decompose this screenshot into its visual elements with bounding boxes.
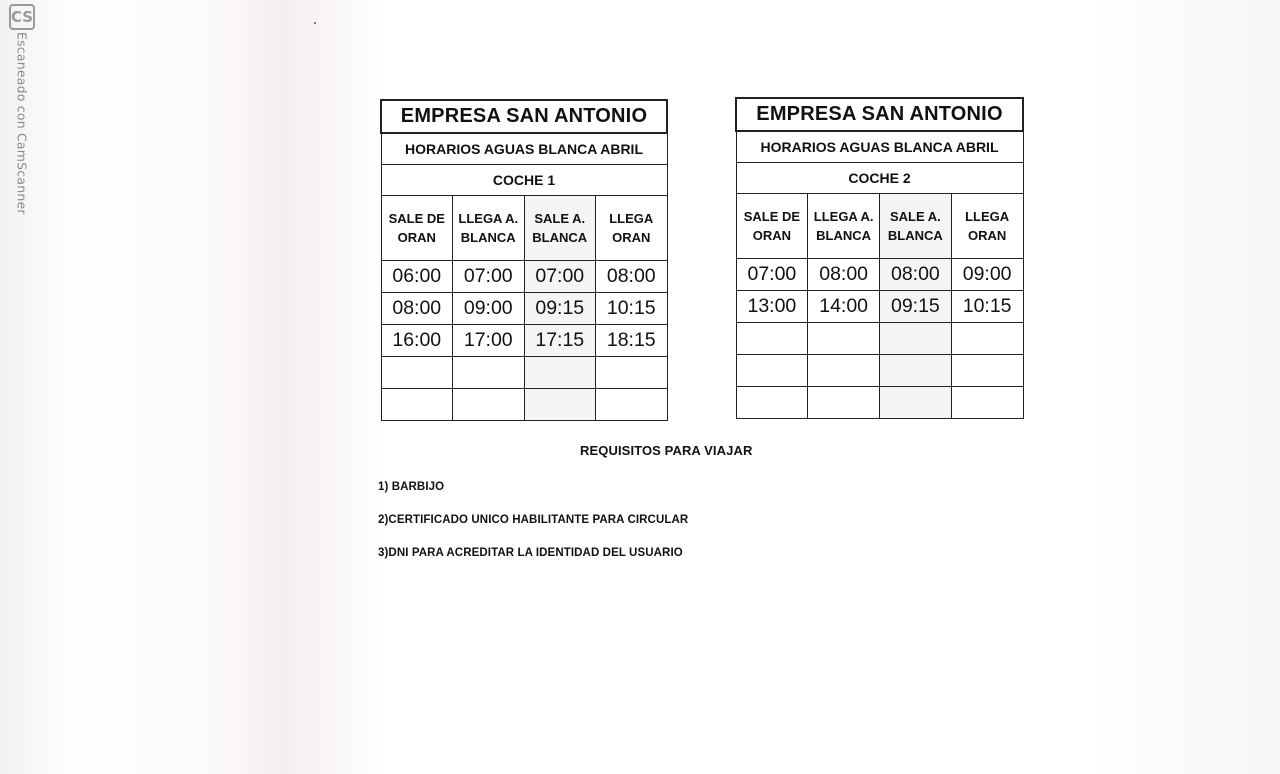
table-row	[381, 293, 667, 325]
table-row	[736, 355, 1023, 387]
coche-label: COCHE 1	[381, 165, 667, 196]
time-cell: 09:15	[524, 293, 596, 325]
column-header-sale-de-oran: SALE DE ORAN	[736, 194, 808, 259]
empty-cell	[524, 389, 596, 421]
schedule-table-coche-1	[380, 99, 668, 421]
empty-cell	[808, 387, 880, 419]
time-cell: 09:15	[880, 291, 952, 323]
company-title: EMPRESA SAN ANTONIO	[381, 100, 667, 133]
time-cell: 16:00	[381, 325, 453, 357]
empty-cell	[951, 355, 1023, 387]
empty-cell	[596, 389, 668, 421]
empty-cell	[808, 323, 880, 355]
watermark-text: Escaneado con CamScanner	[14, 32, 30, 215]
time-cell: 10:15	[951, 291, 1023, 323]
empty-cell	[880, 323, 952, 355]
time-cell: 08:00	[381, 293, 453, 325]
empty-cell	[596, 357, 668, 389]
time-cell: 09:00	[453, 293, 525, 325]
time-cell: 10:15	[596, 293, 668, 325]
time-cell: 14:00	[808, 291, 880, 323]
empty-cell	[880, 355, 952, 387]
time-cell: 13:00	[736, 291, 808, 323]
scan-speck	[314, 22, 316, 24]
empty-cell	[808, 355, 880, 387]
time-cell: 07:00	[736, 259, 808, 291]
table-row	[381, 261, 667, 293]
table-row	[736, 323, 1023, 355]
empty-cell	[951, 323, 1023, 355]
time-cell: 18:15	[596, 325, 668, 357]
time-cell: 07:00	[453, 261, 525, 293]
empty-cell	[951, 387, 1023, 419]
empty-cell	[453, 389, 525, 421]
column-header-sale-de-oran: SALE DE ORAN	[381, 196, 453, 261]
time-cell: 09:00	[951, 259, 1023, 291]
table-row	[736, 387, 1023, 419]
table-row	[736, 291, 1023, 323]
coche-label: COCHE 2	[736, 163, 1023, 194]
table-row	[736, 259, 1023, 291]
table-row	[381, 389, 667, 421]
empty-cell	[453, 357, 525, 389]
time-cell: 17:15	[524, 325, 596, 357]
camscanner-logo-icon: CS	[9, 4, 35, 30]
column-header-llega-a-blanca: LLEGA A. BLANCA	[453, 196, 525, 261]
time-cell: 07:00	[524, 261, 596, 293]
requirements-title: REQUISITOS PARA VIAJAR	[580, 443, 753, 458]
column-header-sale-a-blanca: SALE A. BLANCA	[524, 196, 596, 261]
camscanner-watermark	[4, 4, 40, 215]
column-header-llega-a-blanca: LLEGA A. BLANCA	[808, 194, 880, 259]
time-cell: 08:00	[596, 261, 668, 293]
table-row	[381, 357, 667, 389]
empty-cell	[736, 355, 808, 387]
requirement-item: 2)CERTIFICADO UNICO HABILITANTE PARA CIRCULAR	[378, 514, 689, 526]
table-row	[381, 325, 667, 357]
time-cell: 17:00	[453, 325, 525, 357]
schedule-subtitle: HORARIOS AGUAS BLANCA ABRIL	[736, 131, 1023, 163]
requirement-item: 3)DNI PARA ACREDITAR LA IDENTIDAD DEL USUARIO	[378, 547, 683, 559]
empty-cell	[381, 389, 453, 421]
column-header-llega-oran: LLEGA ORAN	[596, 196, 668, 261]
column-header-llega-oran: LLEGA ORAN	[951, 194, 1023, 259]
schedule-table-coche-2	[735, 97, 1024, 419]
schedule-subtitle: HORARIOS AGUAS BLANCA ABRIL	[381, 133, 667, 165]
empty-cell	[880, 387, 952, 419]
empty-cell	[524, 357, 596, 389]
empty-cell	[381, 357, 453, 389]
time-cell: 08:00	[880, 259, 952, 291]
company-title: EMPRESA SAN ANTONIO	[736, 98, 1023, 131]
requirement-item: 1) BARBIJO	[378, 481, 445, 493]
empty-cell	[736, 387, 808, 419]
empty-cell	[736, 323, 808, 355]
column-header-sale-a-blanca: SALE A. BLANCA	[880, 194, 952, 259]
time-cell: 06:00	[381, 261, 453, 293]
time-cell: 08:00	[808, 259, 880, 291]
